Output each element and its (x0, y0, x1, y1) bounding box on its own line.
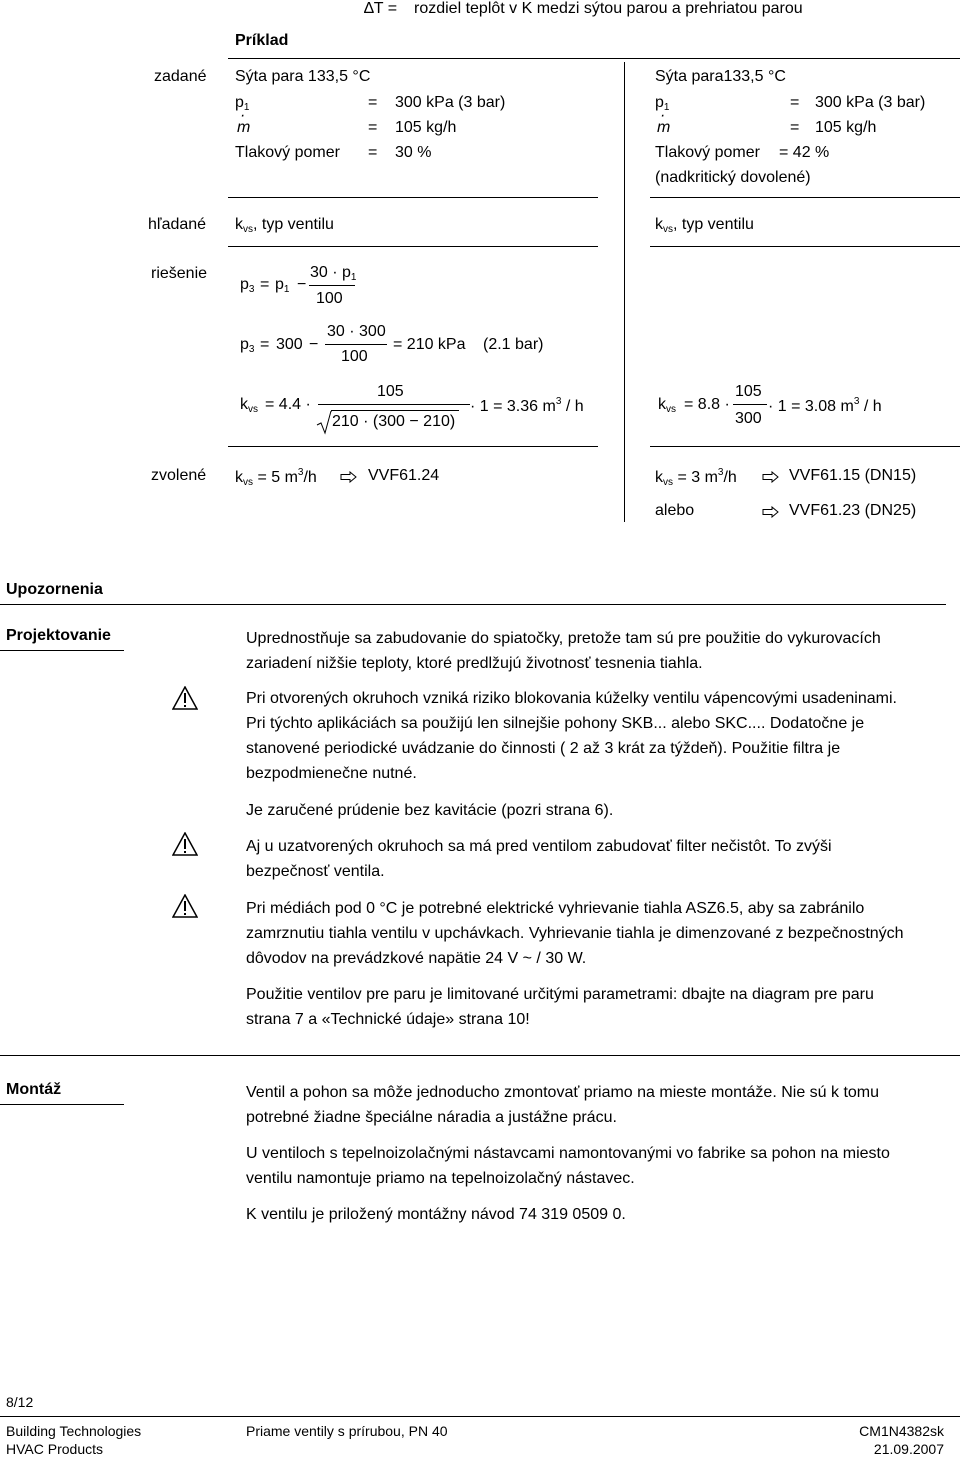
notice-paragraph: Pri otvorených okruhoch vzniká riziko blokovania kúželky ventilu vápencovými usadeninami. Pri týchto aplikáciách sa použijú len silnejšie pohony SKB... alebo SKC.... Dodatočne je stanovené periodické uvádzanie do činnosti ( 2 až 3 krát za týždeň). Použitie filtra je bezpodmienečne nutné. (246, 690, 897, 782)
header-rule (228, 58, 960, 59)
left-ratio-label: Tlakový pomer (235, 144, 340, 161)
right-alt-valve: VVF61.23 (DN25) (789, 502, 917, 519)
delta-t-symbol: ∆T = (364, 0, 398, 17)
notice-paragraph: Pri médiách pod 0 °C je potrebné elektrické vyhrievanie tiahla ASZ6.5, aby sa zabránilo zamrznutiu tiahla ventilu v upchávkach. Vyhrievanie tiahla je dimenzované z bezpečnostných dôvodov na prevádzkové napätie 24 V ~ / 30 W. (246, 900, 904, 967)
left-wanted-rule (228, 246, 598, 247)
left-p1-value: 300 kPa (3 bar) (395, 94, 506, 111)
design-label-rule (0, 650, 124, 651)
footer-company-1: Building Technologies (6, 1423, 142, 1439)
right-mass-flow-value: 105 kg/h (815, 119, 877, 136)
warning-icon (172, 832, 198, 856)
left-mass-flow-label: · m (237, 119, 250, 137)
label-wanted: hľadané (148, 216, 207, 233)
notices-title: Upozornenia (6, 581, 103, 598)
left-mass-flow-value: 105 kg/h (395, 119, 457, 136)
right-chosen-kvs: $k_{vs} = 3$ $m^3/h$ (655, 467, 737, 488)
footer-date: 21.09.2007 (873, 1441, 944, 1457)
mounting-paragraph: Ventil a pohon sa môže jednoducho zmontovať priamo na mieste montáže. Nie sú k tomu potrebné žiadne špeciálne náradia a justážne prácu. (246, 1084, 880, 1126)
right-p1-value: 300 kPa (3 bar) (815, 94, 926, 111)
left-solution-rule (228, 446, 598, 447)
design-label: Projektovanie (6, 627, 111, 644)
right-arrow-icon (340, 471, 358, 483)
mounting-label: Montáž (6, 1081, 62, 1098)
left-p1-label: $p_1$ (235, 94, 250, 113)
notice-paragraph: Uprednostňuje sa zabudovanie do spiatočky, pretože tam sú pre použitie do vykurovacích zariadení nižšie teploty, ktoré predlžujú životnosť tesnenia tiahla. (246, 630, 881, 672)
right-given-rule (650, 197, 960, 198)
delta-t-definition: rozdiel teplôt v K medzi sýtou parou a prehriatou parou (414, 0, 803, 17)
example-title: Príklad (235, 32, 289, 49)
right-arrow-icon (762, 506, 780, 518)
mounting-rule (0, 1055, 960, 1056)
sqrt-icon (316, 409, 332, 435)
warning-icon (172, 894, 198, 918)
footer-rule (0, 1416, 960, 1417)
left-mass-flow-eq: = (368, 119, 378, 136)
label-chosen: zvolené (151, 467, 207, 484)
left-steam: Sýta para 133,5 °C (235, 68, 371, 85)
mounting-label-rule (0, 1104, 124, 1105)
label-solution: riešenie (151, 265, 208, 282)
mounting-paragraph: K ventilu je priložený montážny návod 74 319 0509 0. (246, 1206, 626, 1223)
right-p1-label: $p_1$ (655, 94, 670, 113)
mounting-paragraph: U ventiloch s tepelnoizolačnými nástavcami namontovanými vo fabrike sa pohon na miesto ventilu namontuje priamo na tepelnoizolačný nástavec. (246, 1145, 890, 1187)
right-supercritical-note: (nadkritický dovolené) (655, 169, 811, 186)
right-solution-rule (650, 446, 960, 447)
right-steam: Sýta para133,5 °C (655, 68, 786, 85)
right-mass-flow-eq: = (790, 119, 800, 136)
left-chosen-valve: VVF61.24 (368, 467, 440, 484)
left-p1-eq: = (368, 94, 378, 111)
notice-paragraph: Aj u uzatvorených okruhoch sa má pred ventilom zabudovať filter nečistôt. To zvýši bezpečnosť ventila. (246, 838, 832, 880)
left-chosen-kvs: $k_{vs} = 5$ $m^3/h$ (235, 467, 317, 488)
right-wanted: $k_{vs}$, typ ventilu (655, 216, 754, 235)
right-mass-flow-label: · m (657, 119, 670, 137)
notices-rule (0, 604, 946, 605)
column-divider (624, 62, 625, 522)
notice-paragraph: Je zaručené prúdenie bez kavitácie (pozri strana 6). (246, 802, 614, 819)
left-wanted: $k_{vs}$, typ ventilu (235, 216, 334, 235)
left-ratio-value: 30 % (395, 144, 432, 161)
right-wanted-rule (650, 246, 960, 247)
footer-doc-id: CM1N4382sk (859, 1423, 944, 1439)
right-ratio-label: Tlakový pomer (655, 144, 760, 161)
page-number: 8/12 (6, 1394, 34, 1410)
notice-paragraph: Použitie ventilov pre paru je limitované určitými parametrami: dbajte na diagram pre paru strana 7 a «Technické údaje» strana 10! (246, 986, 874, 1028)
left-given-rule (228, 197, 598, 198)
right-arrow-icon (762, 471, 780, 483)
left-ratio-eq: = (368, 144, 378, 161)
right-alt-label: alebo (655, 502, 695, 519)
label-given: zadané (154, 68, 207, 85)
footer-doc-title: Priame ventily s prírubou, PN 40 (246, 1423, 448, 1439)
footer-company-2: HVAC Products (6, 1441, 103, 1457)
warning-icon (172, 686, 198, 710)
right-chosen-valve: VVF61.15 (DN15) (789, 467, 917, 484)
right-ratio-value: = 42 % (779, 144, 830, 161)
right-p1-eq: = (790, 94, 800, 111)
